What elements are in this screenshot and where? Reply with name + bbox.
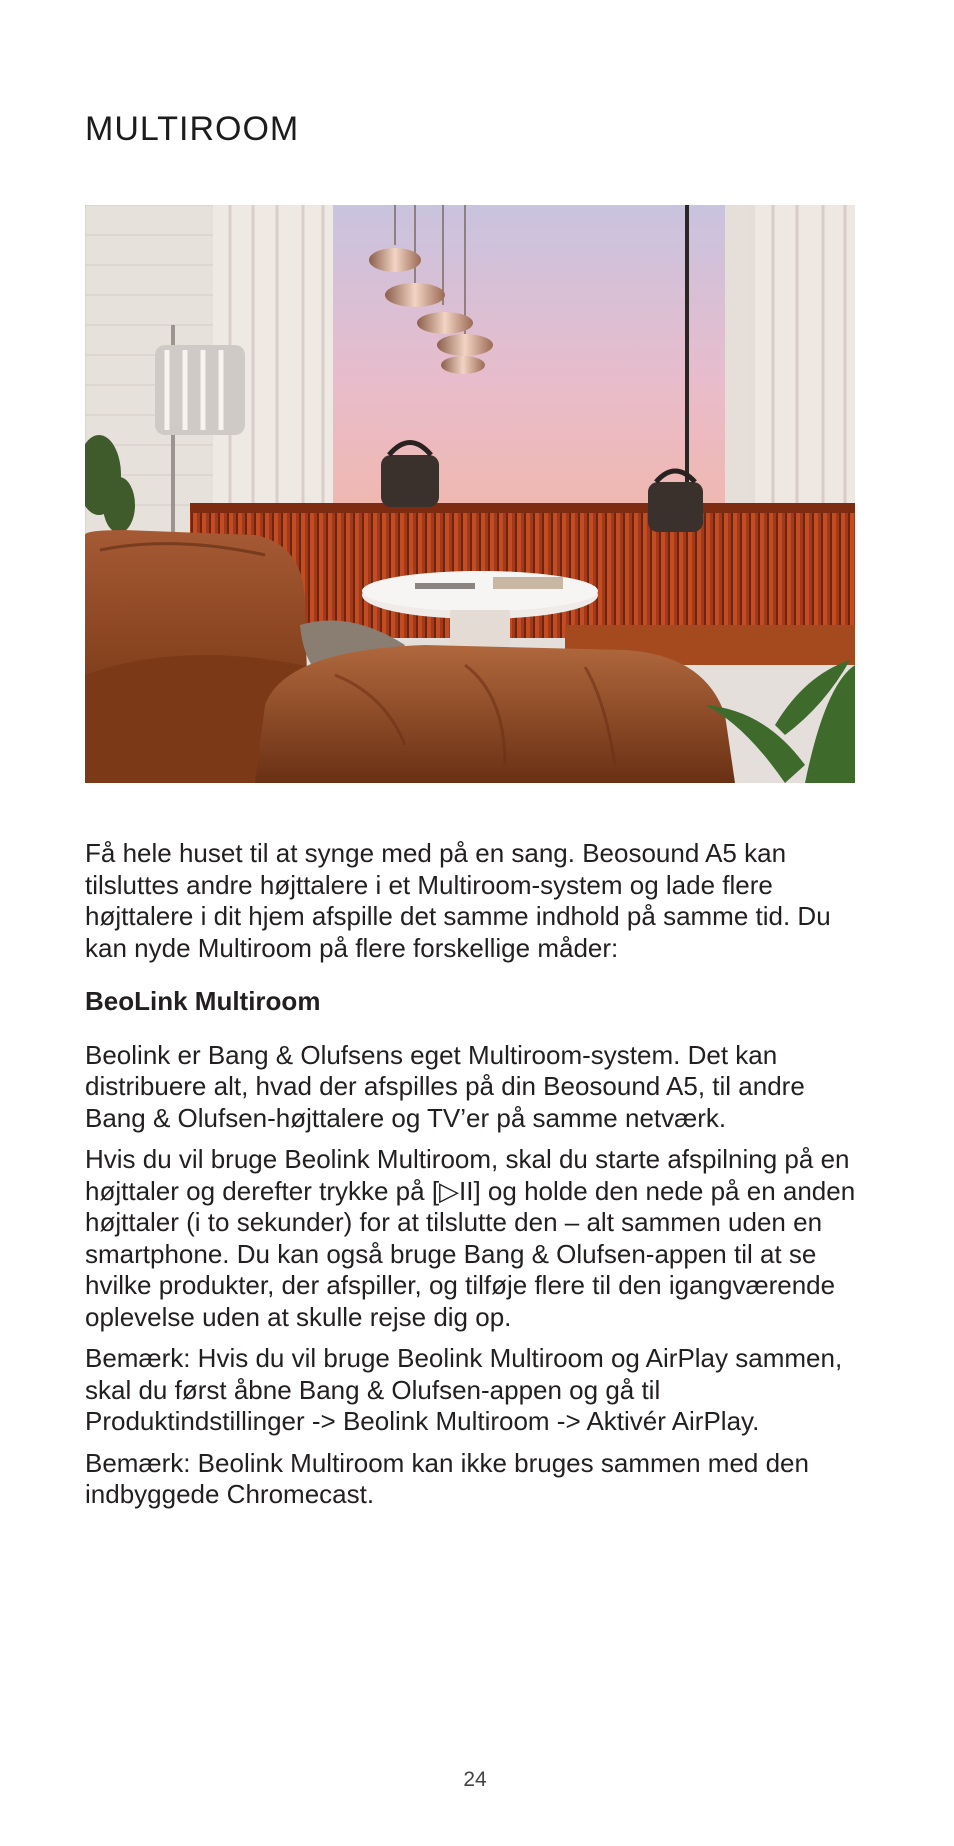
living-room-photo bbox=[85, 205, 855, 783]
section-heading: BeoLink Multiroom bbox=[85, 986, 321, 1016]
page-title: MULTIROOM bbox=[85, 110, 300, 148]
paragraph: Bemærk: Beolink Multiroom kan ikke bruges sammen med den indbyggede Chromecast. bbox=[85, 1447, 809, 1509]
page-number: 24 bbox=[463, 1768, 487, 1791]
body-text bbox=[85, 838, 865, 1521]
intro-paragraph: Få hele huset til at synge med på en sang. Beosound A5 kan tilsluttes andre højttalere i et Multiroom-system og lade flere højttalere i dit hjem afspille det samme indhold på samme tid. Du kan nyde Multiroom på flere forskellige måder: bbox=[85, 838, 831, 963]
paragraph: Beolink er Bang & Olufsens eget Multiroom-system. Det kan distribuere alt, hvad der afspilles på din Beosound A5, til andre Bang & Olufsen-højttalere og TV’er på samme netværk. bbox=[85, 1039, 805, 1133]
paragraph: Hvis du vil bruge Beolink Multiroom, skal du starte afspilning på en højttaler og derefter trykke på [▷II] og holde den nede på en anden højttaler (i to sekunder) for at tilslutte den – alt sammen uden en smartphone. Du kan også bruge Bang & Olufsen-appen til at se hvilke produkter, der afspiller, og tilføje flere til den igangværende oplevelse uden at skulle rejse dig op. bbox=[85, 1144, 856, 1332]
paragraph: Bemærk: Hvis du vil bruge Beolink Multiroom og AirPlay sammen, skal du først åbne Bang & Olufsen-appen og gå til Produktindstillinger -> Beolink Multiroom -> Aktivér AirPlay. bbox=[85, 1343, 843, 1436]
